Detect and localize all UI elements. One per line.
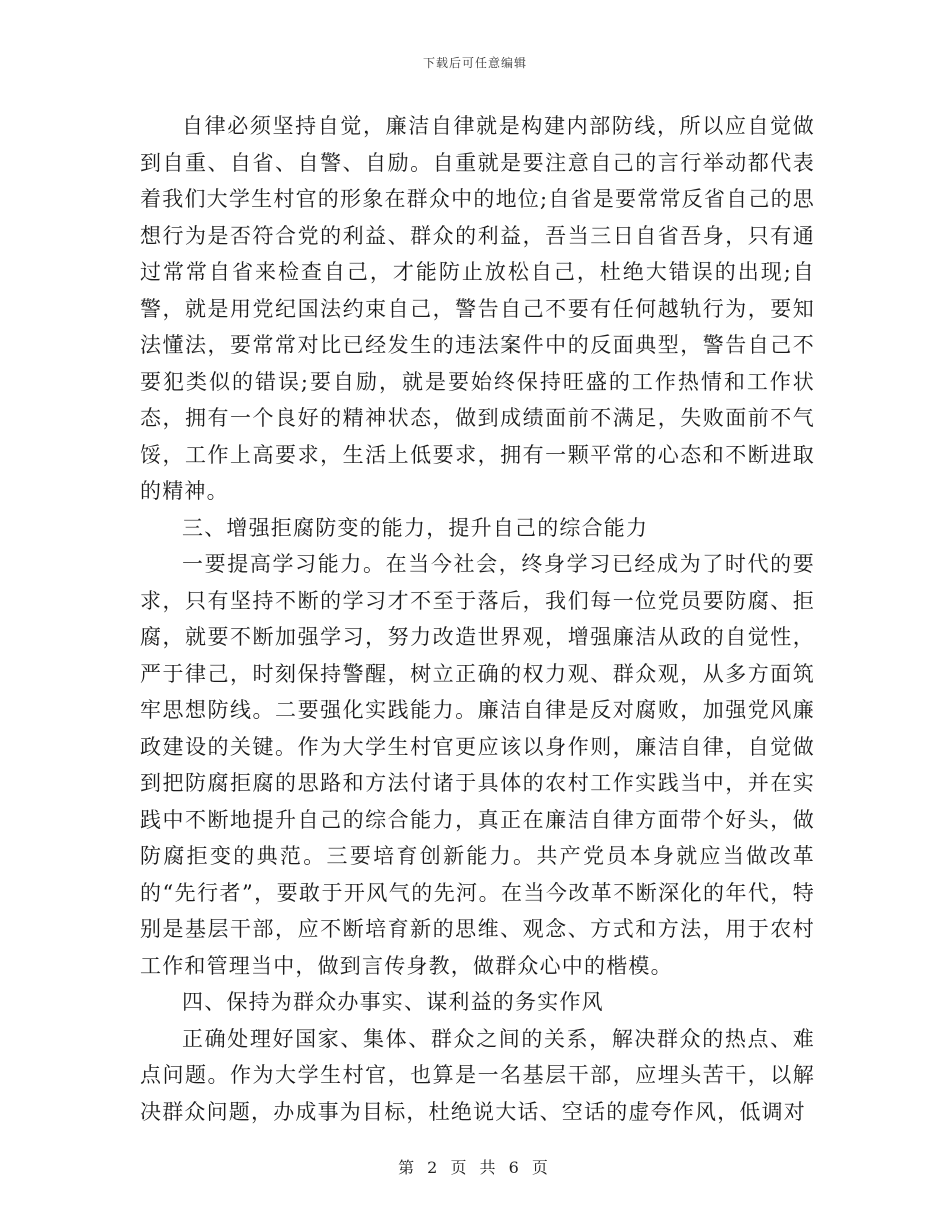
section-heading-four: 四、保持为群众办事实、谋利益的务实作风 bbox=[182, 990, 604, 1014]
body-paragraph-self-discipline: 自律必须坚持自觉，廉洁自律就是构建内部防线，所以应自觉做到自重、自省、自警、自励。自重就是要注意自己的言行举动都代表着我们大学生村官的形象在群众中的地位;自省是要常常反省自己的思想行为是否符合党的利益、群众的利益，吾当三日自省吾身，只有通过常常自省来检查自己，才能防止放松自己，杜绝大错误的出现;自警，就是用党纪国法约束自己，警告自己不要有任何越轨行为，要知法懂法，要常常对比已经发生的违法案件中的反面典型，警告自己不要犯类似的错误;要自励，就是要始终保持旺盛的工作热情和工作状态，拥有一个良好的精神状态，做到成绩面前不满足，失败面前不气馁，工作上高要求，生活上低要求，拥有一颗平常的心态和不断进取的精神。 bbox=[140, 114, 815, 503]
section-heading-three: 三、增强拒腐防变的能力，提升自己的综合能力 bbox=[182, 515, 649, 540]
page-header: 下载后可任意编辑 bbox=[422, 56, 527, 70]
body-paragraph-abilities: 一要提高学习能力。在当今社会，终身学习已经成为了时代的要求，只有坚持不断的学习才不至于落后，我们每一位党员要防腐、拒腐，就要不断加强学习，努力改造世界观，增强廉洁从政的自觉性，严于律己，时刻保持警醒，树立正确的权力观、群众观，从多方面筑牢思想防线。二要强化实践能力。廉洁自律是反对腐败，加强党风廉政建设的关键。作为大学生村官更应该以身作则，廉洁自律，自觉做到把防腐拒腐的思路和方法付诸于具体的农村工作实践当中，并在实践中不断地提升自己的综合能力，真正在廉洁自律方面带个好头，做防腐拒变的典范。三要培育创新能力。共产党员本身就应当做改革的“先行者”，要敢于开风气的先河。在当今改革不断深化的年代，特别是基层干部，应不断培育新的思维、观念、方式和方法，用于农村工作和管理当中，做到言传身教，做群众心中的楷模。 bbox=[140, 552, 815, 978]
body-paragraph-relations: 正确处理好国家、集体、群众之间的关系，解决群众的热点、难点问题。作为大学生村官，也算是一名基层干部，应埋头苦干，以解决群众问题，办成事为目标，杜绝说大话、空话的虚夸作风，低调对 bbox=[140, 1026, 815, 1124]
page-number-footer: 第 2 页 共 6 页 bbox=[398, 1158, 552, 1177]
document-body bbox=[140, 108, 815, 1130]
